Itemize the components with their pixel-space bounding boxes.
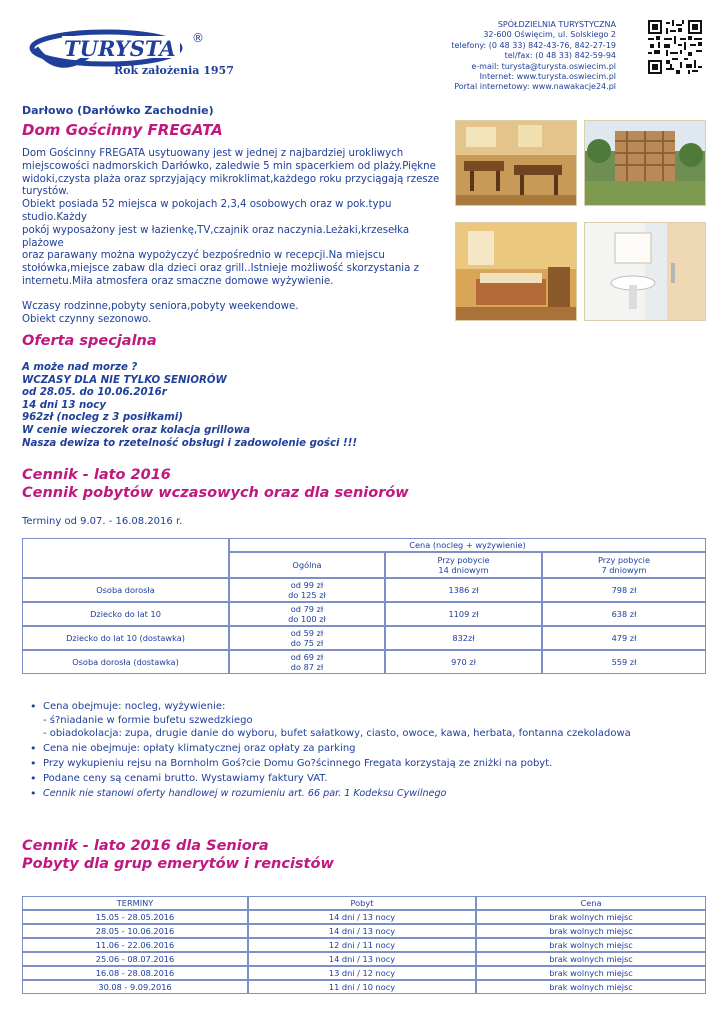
general-price [229,626,385,650]
offer-line: 962zł (nocleg z 3 posiłkami) [22,412,183,424]
page-title: Dom Gościnny FREGATA [22,121,223,139]
general-price-to: do 75 zł [290,638,324,648]
term-cell: 16.08 - 28.08.2016 [22,966,248,980]
list-item [30,756,710,771]
senior-heading-line1: Cennik - lato 2016 dla Seniora [22,838,269,854]
bedroom-photo [455,222,577,321]
column-header-stay: Pobyt [248,896,476,910]
table-header-row [22,896,706,910]
list-item [30,771,710,786]
offer-line: WCZASY DLA NIE TYLKO SENIORÓW [22,374,227,386]
price-7-days: 798 zł [542,578,706,602]
price-table-group-header: Cena (nocleg + wyżywienie) [229,538,706,552]
price-cell: brak wolnych miejsc [476,952,706,966]
row-label: Osoba dorosła [22,578,229,602]
table-row [22,980,706,994]
note-disclaimer: Cennik nie stanowi oferty handlowej w rozumieniu art. 66 par. 1 Kodeksu Cywilnego [43,788,447,800]
note-includes-sub: - ś?niadanie w formie bufetu szwedzkiego [43,715,253,727]
general-price-to: do 87 zł [290,662,324,672]
description [22,148,440,326]
description-line: Obiekt posiada 52 miejsca w pokojach 2,3,4 osobowych oraz w pok.typu studio.Każdy [22,199,392,223]
price-table-corner [22,538,229,578]
table-row [22,910,706,924]
stay-cell: 14 dni / 13 nocy [248,910,476,924]
price-cell: brak wolnych miejsc [476,966,706,980]
row-label: Osoba dorosła (dostawka) [22,650,229,674]
location-subtitle: Darłowo (Darłówko Zachodnie) [22,104,214,117]
senior-price-table [22,896,706,994]
note-includes: Cena obejmuje: nocleg, wyżywienie: [43,701,226,712]
company-portal[interactable]: Portal internetowy: www.nawakacje24.pl [454,82,616,92]
price-7-days: 559 zł [542,650,706,674]
offer-line: A może nad morze ? [22,362,138,373]
price-14-days: 832zł [385,626,542,650]
logo-registered-mark: ® [192,31,204,45]
row-label: Dziecko do lat 10 (dostawka) [22,626,229,650]
logo-text: TURYSTA [64,36,176,61]
price-cell: brak wolnych miejsc [476,938,706,952]
dining-room-photo [455,120,577,206]
bathroom-photo [584,222,706,321]
company-website[interactable]: Internet: www.turysta.oswiecim.pl [479,72,616,82]
general-price [229,578,385,602]
bullet-dot-icon: • [30,700,37,713]
term-cell: 15.05 - 28.05.2016 [22,910,248,924]
senior-pricelist-heading [22,837,334,873]
price-14-days: 1109 zł [385,602,542,626]
company-phones: telefony: (0 48 33) 842-43-76, 842-27-19 [451,40,616,50]
description-line: oraz parawany można wypożyczyć bezpośrednio w recepcji.Na miejscu [22,250,385,262]
general-price [229,602,385,626]
company-contact [451,20,616,93]
description-line: Wczasy rodzinne,pobyty seniora,pobyty weekendowe. [22,300,299,312]
description-line: widoki,czysta plaża oraz sprzyjający mikroklimat,każdego roku przyciągają rzesze [22,173,440,185]
price-7-days: 479 zł [542,626,706,650]
price-14-days: 970 zł [385,650,542,674]
list-item [30,786,710,801]
list-item [30,699,710,714]
company-fax: tel/fax: (0 48 33) 842-59-94 [504,51,616,61]
general-price-from: od 69 zł [290,652,324,662]
description-line: miejscowości nadmorskich Darłówko, zaledwie 5 min spacerkiem od plaży.Piękne [22,160,436,172]
general-price-to: do 100 zł [288,614,326,624]
price-cell: brak wolnych miejsc [476,910,706,924]
table-row [22,938,706,952]
row-label: Dziecko do lat 10 [22,602,229,626]
stay-cell: 14 dni / 13 nocy [248,924,476,938]
bullet-dot-icon: • [30,741,37,755]
price-notes [30,699,710,801]
senior-heading-line2: Pobyty dla grup emerytów i rencistów [22,856,334,872]
description-line: turystów. [22,186,69,198]
table-row [22,952,706,966]
column-header-price: Cena [476,896,706,910]
price-cell: brak wolnych miejsc [476,924,706,938]
table-row [22,626,706,650]
general-price [229,650,385,674]
note-gross: Podane ceny są cenami brutto. Wystawiamy faktury VAT. [43,773,328,785]
offer-line: W cenie wieczorek oraz kolacja grillowa [22,424,251,436]
description-line: stołówka,miejsce zabaw dla dzieci oraz grill..Istnieje możliwość skorzystania z [22,263,419,275]
price-table [22,538,706,674]
company-address: 32-600 Oświęcim, ul. Solskiego 2 [483,30,616,40]
term-cell: 25.06 - 08.07.2016 [22,952,248,966]
special-offer-heading: Oferta specjalna [22,333,157,349]
pricelist-heading-line2: Cennik pobytów wczasowych oraz dla seniorów [22,485,409,501]
term-cell: 30.08 - 9.09.2016 [22,980,248,994]
qr-code-icon [648,20,702,74]
table-row [22,578,706,602]
table-row [22,602,706,626]
column-header-general: Ogólna [229,552,385,578]
offer-line: 14 dni 13 nocy [22,399,106,411]
term-cell: 11.06 - 22.06.2016 [22,938,248,952]
turysta-logo-icon [28,26,234,82]
general-price-from: od 59 zł [290,628,324,638]
price-14-days: 1386 zł [385,578,542,602]
company-name: SPÓŁDZIELNIA TURYSTYCZNA [497,20,616,29]
special-offer [22,362,357,450]
note-excludes: Cena nie obejmuje: opłaty klimatycznej oraz opłaty za parking [43,742,356,754]
stay-cell: 14 dni / 13 nocy [248,952,476,966]
column-header-7-days: Przy pobycie 7 dniowym [542,552,706,578]
stay-cell: 12 dni / 11 nocy [248,938,476,952]
column-header-terms: TERMINY [22,896,248,910]
column-header-14-days: Przy pobycie 14 dniowym [385,552,542,578]
general-price-to: do 125 zł [288,590,326,600]
photo-gallery [455,120,705,323]
stay-cell: 13 dni / 12 nocy [248,966,476,980]
logo-tagline: Rok założenia 1957 [114,64,234,77]
description-line: pokój wyposażony jest w łazienkę,TV,czajnik oraz naczynia.Leżaki,krzesełka plażowe [22,224,410,249]
general-price-from: od 99 zł [290,580,324,590]
table-row [22,924,706,938]
description-line: Dom Gościnny FREGATA usytuowany jest w jednej z najbardziej urokliwych [22,148,404,159]
offer-line: od 28.05. do 10.06.2016r [22,387,167,399]
pricelist-terms: Terminy od 9.07. - 16.08.2016 r. [22,516,183,527]
table-row [22,650,706,674]
list-item [30,741,710,756]
price-cell: brak wolnych miejsc [476,980,706,994]
price-7-days: 638 zł [542,602,706,626]
description-line: internetu.Miła atmosfera oraz smaczne domowe wyżywienie. [22,275,334,287]
pricelist-heading-line1: Cennik - lato 2016 [22,467,171,483]
term-cell: 28.05 - 10.06.2016 [22,924,248,938]
description-line: Obiekt czynny sezonowo. [22,313,152,325]
table-row [22,966,706,980]
general-price-from: od 79 zł [290,604,324,614]
note-bornholm: Przy wykupieniu rejsu na Bornholm Goś?cie Domu Go?ścinnego Fregata korzystają ze zniżki na pobyt. [43,757,553,769]
stay-cell: 11 dni / 10 nocy [248,980,476,994]
garden-photo [584,120,706,206]
bullet-dot-icon: • [30,787,37,801]
bullet-dot-icon: • [30,772,37,786]
bullet-dot-icon: • [30,756,37,770]
note-includes-sub: - obiadokolacja: zupa, drugie danie do wyboru, bufet sałatkowy, ciasto, owoce, kawa, herbata, fontanna czekoladowa [43,728,631,740]
pricelist-heading [22,466,409,502]
offer-line: Nasza dewiza to rzetelność obsługi i zadowolenie gości !!! [22,437,357,449]
company-email[interactable]: e-mail: turysta@turysta.oswiecim.pl [471,61,616,71]
